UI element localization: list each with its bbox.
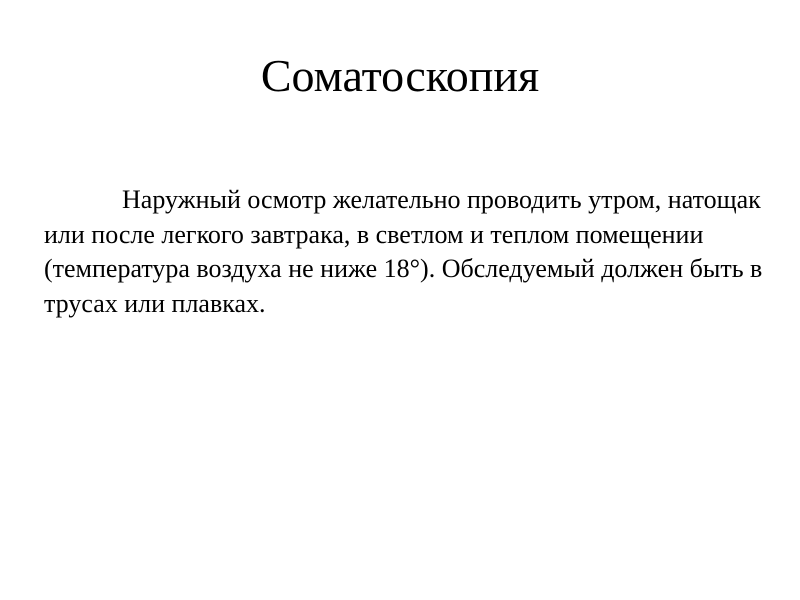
slide-title: Соматоскопия — [260, 50, 540, 101]
slide-paragraph: Наружный осмотр желательно проводить утром, натощак или после легкого завтрака, в светлом и теплом помещении (температура воздуха не ниже 18°). Обследуемый должен быть в трусах или плавках. — [44, 185, 763, 318]
